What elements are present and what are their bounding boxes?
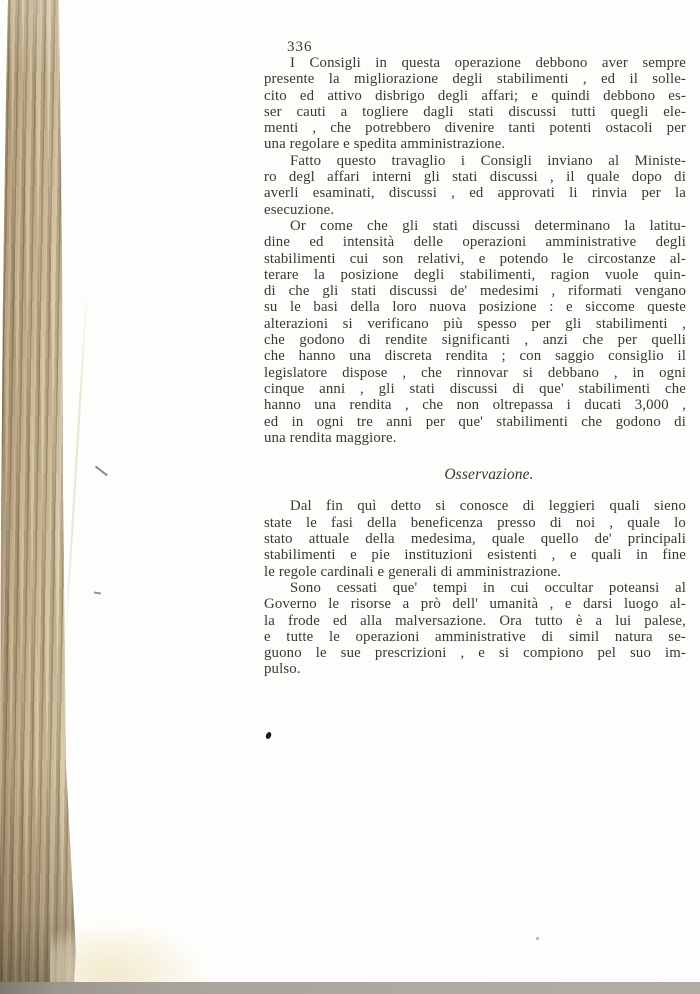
text-line: alterazioni si verificano più spesso per gli stabilimenti ,: [264, 315, 686, 332]
text-line: averli esaminati, discussi , ed approvati li rinvia per la: [264, 185, 686, 202]
text-line: ed in ogni tre anni per que' stabilimenti che godono di: [264, 413, 686, 430]
paragraph: [264, 498, 686, 579]
paper-smudge: [50, 926, 200, 984]
text-line: ro degl affari interni gli stati discussi , il quale dopo di: [264, 169, 686, 186]
paragraph: [264, 153, 686, 218]
text-line: state le fasi della beneficenza presso di noi , quale lo: [264, 514, 686, 531]
text-line: una regolare e spedita amministrazione.: [264, 136, 506, 153]
text-line: Fatto questo travaglio i Consigli inviano al Ministe-: [290, 152, 686, 169]
text-line: cinque anni , gli stati discussi di que' stabilimenti che: [264, 380, 686, 397]
page-number: 336: [287, 39, 313, 55]
text-line: Dal fin quì detto si conosce di leggieri quali sieno: [290, 498, 686, 515]
book-fore-edge-texture: [0, 0, 92, 982]
text-line: le regole cardinali e generali di amministrazione.: [264, 563, 562, 580]
text-line: guono le sue prescrizioni , e si compiono pel suo im-: [264, 645, 686, 662]
text-line: la frode ed alla malversazione. Ora tutto è a lui palese,: [264, 612, 686, 629]
text-line: di che gli stati discussi de' medesimi , riformati vengano: [264, 283, 686, 300]
text-line: hanno una rendita , che non oltrepassa i ducati 3,000 ,: [264, 397, 686, 414]
text-line: presente la migliorazione degli stabilimenti , ed il solle-: [264, 71, 686, 88]
text-line: stabilimenti e pie instituzioni esistenti , e quali in fine: [264, 547, 686, 564]
text-line: dine ed intensità delle operazioni amministrative degli: [264, 234, 686, 251]
paragraph: [264, 55, 686, 153]
paper-crease: [64, 288, 88, 651]
section-heading: Osservazione.: [444, 466, 534, 484]
text-line: menti , che potrebbero divenire tanti potenti ostacoli per: [264, 120, 686, 137]
text-column: [264, 55, 686, 678]
text-line: ser cauti a togliere dagli stati discussi tutti quegli ele-: [264, 103, 686, 120]
text-line: Governo le risorse a prò dell' umanità , e darsi luogo al-: [264, 596, 686, 613]
ink-speck: [265, 731, 272, 739]
text-line: legislatore dispose , che rinnovar si debbano , in ogni: [264, 364, 686, 381]
text-line: su le basi della loro nuova posizione : e siccome queste: [264, 299, 686, 316]
text-line: esecuzione.: [264, 201, 335, 218]
text-line: che godono di rendite significanti , anzi che per quelli: [264, 332, 686, 349]
text-line: Or come che gli stati discussi determinano la latitu-: [290, 217, 686, 234]
scratch-mark: [94, 592, 101, 595]
text-line: pulso.: [264, 661, 301, 678]
text-line: stato attuale della medesima, quale quello de' principali: [264, 531, 686, 548]
text-line: terare la posizione degli stabilimenti, ragion vuole quin-: [264, 266, 686, 283]
text-line: cito ed attivo disbrigo degli affari; e quindi debbono es-: [264, 87, 686, 104]
text-line: Sono cessati que' tempi in cui occultar poteansi al: [290, 579, 686, 596]
text-line: che hanno una discreta rendita ; con saggio consiglio il: [264, 348, 686, 365]
paragraph: [264, 580, 686, 678]
text-line: e tutte le operazioni amministrative di simil natura se-: [264, 628, 686, 645]
text-line: una rendita maggiore.: [264, 429, 397, 446]
text-line: stabilimenti cui son relativi, e potendo le circostanze al-: [264, 250, 686, 267]
scan-bottom-shadow: [0, 982, 700, 994]
text-line: I Consigli in questa operazione debbono aver sempre: [290, 55, 686, 71]
dust-speck: [536, 937, 539, 940]
scratch-mark: [95, 466, 108, 476]
paragraph: [264, 218, 686, 446]
